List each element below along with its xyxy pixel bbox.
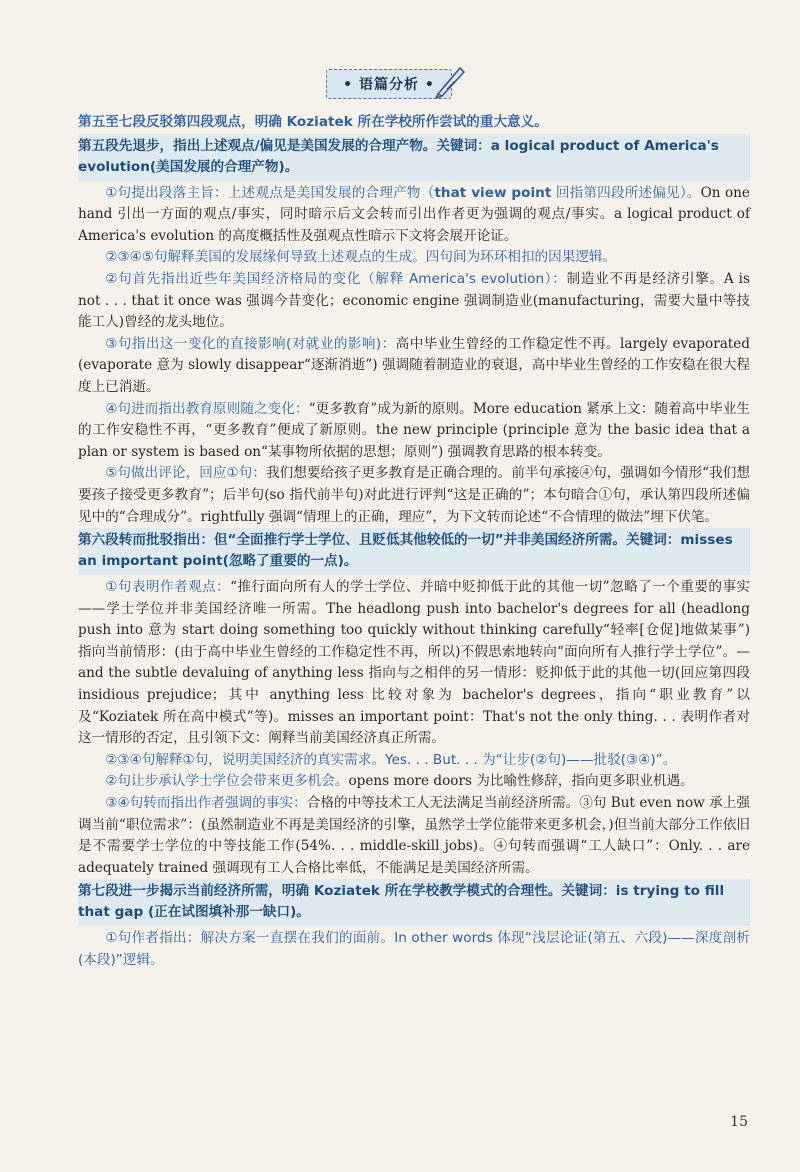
analysis-paragraph: ②③④句解释①句，说明美国经济的真实需求。Yes. . . But. . . 为“让步(②句)——批驳(③④)”。 [105, 751, 677, 768]
analysis-paragraph: ②③④⑤句解释美国的发展缘何导致上述观点的生成。四句间为环环相扣的因果逻辑。 [105, 249, 617, 266]
analysis-paragraph: ①句表明作者观点：“推行面向所有人的学士学位、并暗中贬抑低于此的其他一切”忽略了一个重要的事实——学士学位并非美国经济唯一所需。The headlong push into bachelor's degrees for all (headlong push into 意为 start doing something too quickly without thinking carefully“轻率[仓促]地做某事”) 指向当前情形：(由于高中毕业生曾经的工作稳定性不再，所以)不假思索地转向“面向所有人推行学士学位”。— and the subtle devaluing of anything less 指向与之相伴的另一情形：贬抑低于此的其他一切(回应第四段 insidious prejudice；其中 anything less 比较对象为 bachelor's degrees，指向“职业教育”以及“Koziatek 所在高中模式”等)。misses an important point：That's not the only thing. . . 表明作者对这一情形的否定，且引领下文：阐释当前美国经济真正所需。 [78, 579, 750, 747]
analysis-paragraph: ②句让步承认学士学位会带来更多机会。opens more doors 为比喻性修辞，指向更多职业机遇。 [105, 773, 694, 790]
section-para7 [78, 879, 750, 971]
section-heading: 第五段先退步，指出上述观点/偏见是美国发展的合理产物。关键词：a logical product of America's evolution(美国发展的合理产物)。 [78, 134, 750, 181]
analysis-paragraph: ⑤句做出评论，回应①句：我们想要给孩子更多教育是正确合理的。前半句承接④句，强调如今情形“我们想要孩子接受更多教育”；后半句(so 指代前半句)对此进行评判“这是正确的”；本句暗合①句，承认第四段所述偏见中的“合理成分”。rightfully 强调“情理上的正确，理应”，为下文转而论述“不合情理的做法”埋下伏笔。 [78, 465, 750, 525]
pen-icon [430, 60, 470, 100]
analysis-paragraph: ①句作者指出：解决方案一直摆在我们的面前。In other words 体现“浅层论证(第五、六段)——深度剖析(本段)”逻辑。 [78, 930, 750, 968]
section-para6 [78, 528, 750, 879]
analysis-paragraph: ①句提出段落主旨：上述观点是美国发展的合理产物（that view point 回指第四段所述偏见）。On one hand 引出一方面的观点/事实，同时暗示后文会转而引出作者更为强调的观点/事实。a logical product of America's evolution 的高度概括性及强观点性暗示下文将会展开论证。 [78, 184, 750, 244]
intro-line: 第五至七段反驳第四段观点，明确 Koziatek 所在学校所作尝试的重大意义。 [78, 114, 548, 130]
analysis-paragraph: ③句指出这一变化的直接影响(对就业的影响)：高中毕业生曾经的工作稳定性不再。largely evaporated (evaporate 意为 slowly disappear“逐渐消逝”) 强调随着制造业的衰退，高中毕业生曾经的工作安稳在很大程度上已消逝。 [78, 335, 751, 395]
analysis-content [78, 112, 750, 972]
page-number: 15 [730, 1114, 748, 1130]
section-title: • 语篇分析 • [343, 77, 435, 93]
analysis-paragraph: ④句进而指出教育原则随之变化：“更多教育”成为新的原则。More education 紧承上文：随着高中毕业生的工作安稳性不再，“更多教育”便成了新原则。the new principle (principle 意为 the basic idea that a plan or system is based on“某事物所依据的思想；原则”) 强调教育思路的根本转变。 [78, 400, 751, 460]
analysis-paragraph: ③④句转而指出作者强调的事实：合格的中等技术工人无法满足当前经济所需。③句 But even now 承上强调当前“职位需求”：(虽然制造业不再是美国经济的引擎，虽然学士学位能带来更多机会，)但当前大部分工作依旧是不需要学士学位的中等技能工作(54%. . . middle-skill jobs)。④句转而强调“工人缺口”：Only. . . are adequately trained 强调现有工人合格比率低，不能满足是美国经济所需。 [78, 795, 751, 876]
section-para5 [78, 134, 750, 529]
section-heading: 第六段转而批驳指出：但“全面推行学士学位、且贬低其他较低的一切”并非美国经济所需。关键词：misses an important point(忽略了重要的一点)。 [78, 528, 750, 575]
section-heading: 第七段进一步揭示当前经济所需，明确 Koziatek 所在学校教学模式的合理性。关键词：is trying to fill that gap (正在试图填补那一缺口)。 [78, 879, 750, 926]
analysis-paragraph: ②句首先指出近些年美国经济格局的变化（解释 America's evolution）：制造业不再是经济引擎。A is not . . . that it once was 强调今昔变化；economic engine 强调制造业(manufacturing，需要大量中等技能工人)曾经的龙头地位。 [78, 270, 750, 331]
